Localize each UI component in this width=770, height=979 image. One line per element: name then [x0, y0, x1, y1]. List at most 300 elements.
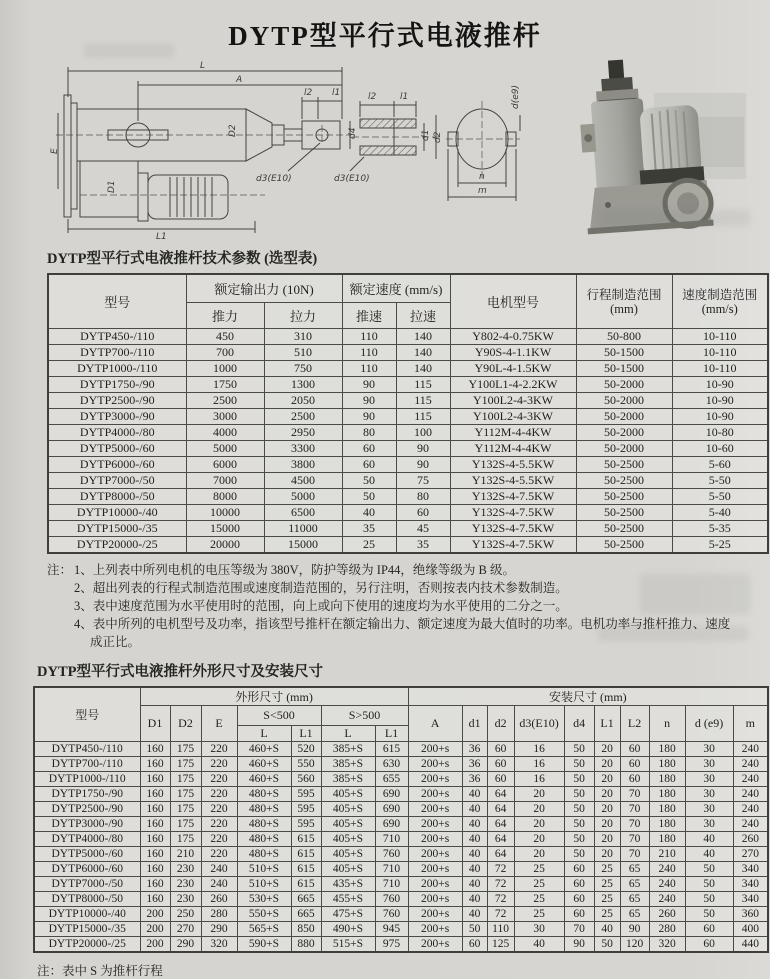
col-header-L1-lt: L1: [291, 726, 321, 742]
value-cell: 200: [140, 907, 170, 922]
value-cell: 40: [462, 847, 487, 862]
table-row: [48, 329, 768, 345]
value-cell: 690: [375, 787, 408, 802]
col-header-force-group: 额定输出力 (10N): [186, 274, 342, 303]
value-cell: 160: [140, 742, 170, 757]
value-cell: 40: [514, 937, 564, 953]
table-row: [34, 757, 768, 772]
value-cell: 5-25: [672, 537, 768, 554]
value-cell: 64: [487, 787, 514, 802]
value-cell: 515+S: [321, 937, 375, 953]
value-cell: 50: [462, 922, 487, 937]
table-row: [48, 489, 768, 505]
value-cell: 565+S: [237, 922, 291, 937]
value-cell: 405+S: [321, 802, 375, 817]
dim-label-l2: l2: [304, 88, 313, 98]
value-cell: 475+S: [321, 907, 375, 922]
value-cell: 200+s: [408, 922, 462, 937]
value-cell: 760: [375, 907, 408, 922]
value-cell: 690: [375, 802, 408, 817]
value-cell: 10-90: [672, 409, 768, 425]
value-cell: 50: [564, 742, 594, 757]
dim-label-de9: d(e9): [511, 85, 521, 109]
spec-table-body: [48, 329, 768, 554]
value-cell: 220: [201, 832, 237, 847]
dim-label-L: L: [200, 61, 206, 71]
value-cell: 36: [462, 742, 487, 757]
value-cell: 630: [375, 757, 408, 772]
value-cell: 160: [140, 817, 170, 832]
value-cell: 90: [342, 377, 396, 393]
value-cell: 115: [396, 393, 450, 409]
value-cell: 35: [342, 521, 396, 537]
value-cell: 8000: [186, 489, 264, 505]
value-cell: 450: [186, 329, 264, 345]
model-cell: DYTP1750-/90: [48, 377, 186, 393]
value-cell: 460+S: [237, 757, 291, 772]
table-row: [34, 877, 768, 892]
col-header-A: A: [408, 706, 462, 742]
value-cell: 20: [514, 787, 564, 802]
value-cell: 25: [594, 907, 620, 922]
dim-label-d4: d4: [348, 127, 358, 139]
model-cell: DYTP10000-/40: [34, 907, 140, 922]
value-cell: 2500: [264, 409, 342, 425]
model-cell: DYTP8000-/50: [34, 892, 140, 907]
value-cell: 40: [462, 862, 487, 877]
value-cell: 50-2000: [576, 377, 672, 393]
model-cell: DYTP3000-/90: [48, 409, 186, 425]
value-cell: 50: [564, 847, 594, 862]
model-cell: DYTP15000-/35: [34, 922, 140, 937]
model-cell: DYTP1000-/110: [34, 772, 140, 787]
value-cell: 11000: [264, 521, 342, 537]
value-cell: 20: [594, 847, 620, 862]
value-cell: 480+S: [237, 802, 291, 817]
value-cell: 70: [620, 847, 649, 862]
table-row: [34, 892, 768, 907]
value-cell: 160: [140, 772, 170, 787]
value-cell: 10-110: [672, 361, 768, 377]
value-cell: 510+S: [237, 877, 291, 892]
table-row: [48, 409, 768, 425]
value-cell: 4500: [264, 473, 342, 489]
col-header-L-gt: L: [321, 726, 375, 742]
value-cell: 440: [733, 937, 768, 953]
value-cell: 10-90: [672, 393, 768, 409]
value-cell: 50-2500: [576, 489, 672, 505]
value-cell: 65: [620, 907, 649, 922]
model-cell: DYTP700-/110: [48, 345, 186, 361]
value-cell: 5-35: [672, 521, 768, 537]
dim-label-E: E: [50, 148, 60, 154]
col-header-n: n: [649, 706, 685, 742]
model-cell: DYTP2500-/90: [34, 802, 140, 817]
value-cell: 480+S: [237, 832, 291, 847]
col-header-stroke-range: [576, 274, 672, 329]
value-cell: 90: [620, 922, 649, 937]
value-cell: 36: [462, 757, 487, 772]
value-cell: 60: [396, 505, 450, 521]
table-row: [48, 441, 768, 457]
col-header-L2-install: L2: [620, 706, 649, 742]
value-cell: 65: [620, 862, 649, 877]
value-cell: 400: [733, 922, 768, 937]
value-cell: 220: [201, 802, 237, 817]
table-row: [48, 377, 768, 393]
value-cell: 560: [291, 772, 321, 787]
value-cell: Y802-4-0.75KW: [450, 329, 576, 345]
value-cell: 480+S: [237, 847, 291, 862]
value-cell: 5-50: [672, 489, 768, 505]
value-cell: 40: [594, 922, 620, 937]
value-cell: 240: [201, 877, 237, 892]
value-cell: 30: [685, 772, 733, 787]
value-cell: 40: [462, 787, 487, 802]
value-cell: 70: [620, 802, 649, 817]
notes-label: 注：: [47, 563, 73, 577]
col-header-model2: 型号: [34, 687, 140, 742]
value-cell: Y132S-4-7.5KW: [450, 537, 576, 554]
value-cell: 45: [396, 521, 450, 537]
model-cell: DYTP450-/110: [48, 329, 186, 345]
table-row: [34, 817, 768, 832]
value-cell: 665: [291, 907, 321, 922]
value-cell: 615: [291, 847, 321, 862]
value-cell: 700: [186, 345, 264, 361]
value-cell: 50-2500: [576, 505, 672, 521]
value-cell: 200+s: [408, 742, 462, 757]
model-cell: DYTP6000-/60: [48, 457, 186, 473]
value-cell: 550+S: [237, 907, 291, 922]
table-row: [34, 862, 768, 877]
value-cell: 175: [170, 772, 201, 787]
col-header-install-group: 安装尺寸 (mm): [408, 687, 768, 706]
value-cell: 240: [733, 802, 768, 817]
value-cell: 435+S: [321, 877, 375, 892]
value-cell: 110: [487, 922, 514, 937]
value-cell: 50: [685, 907, 733, 922]
value-cell: 30: [685, 742, 733, 757]
value-cell: 200+s: [408, 787, 462, 802]
value-cell: 110: [342, 361, 396, 377]
value-cell: 690: [375, 817, 408, 832]
value-cell: 210: [649, 847, 685, 862]
value-cell: 50: [685, 877, 733, 892]
value-cell: 2050: [264, 393, 342, 409]
col-header-push-speed: 推速: [342, 303, 396, 329]
value-cell: 50-2500: [576, 473, 672, 489]
value-cell: 260: [733, 832, 768, 847]
value-cell: 880: [291, 937, 321, 953]
value-cell: 10-60: [672, 441, 768, 457]
section1-title: DYTP型平行式电液推杆技术参数 (选型表): [47, 251, 318, 267]
value-cell: 230: [170, 877, 201, 892]
value-cell: 180: [649, 802, 685, 817]
value-cell: 5000: [264, 489, 342, 505]
value-cell: 220: [201, 772, 237, 787]
value-cell: 20: [514, 847, 564, 862]
value-cell: 72: [487, 892, 514, 907]
value-cell: 50-2000: [576, 425, 672, 441]
value-cell: 200+s: [408, 772, 462, 787]
value-cell: 220: [201, 787, 237, 802]
value-cell: 50: [685, 892, 733, 907]
col-header-model: 型号: [48, 274, 186, 329]
value-cell: 310: [264, 329, 342, 345]
model-cell: DYTP5000-/60: [48, 441, 186, 457]
value-cell: 200: [140, 937, 170, 953]
value-cell: 60: [342, 441, 396, 457]
value-cell: 230: [170, 892, 201, 907]
value-cell: 6000: [186, 457, 264, 473]
value-cell: 260: [649, 907, 685, 922]
value-cell: 20: [594, 772, 620, 787]
value-cell: Y100L2-4-3KW: [450, 393, 576, 409]
table-row: [34, 907, 768, 922]
value-cell: 30: [685, 787, 733, 802]
value-cell: 175: [170, 817, 201, 832]
col-header-L-lt: L: [237, 726, 291, 742]
value-cell: 490+S: [321, 922, 375, 937]
dim-label-d3-section: d3(E10): [334, 174, 370, 184]
value-cell: 120: [620, 937, 649, 953]
value-cell: 140: [396, 361, 450, 377]
value-cell: 25: [594, 877, 620, 892]
value-cell: 160: [140, 832, 170, 847]
bleedthrough-artifact: [600, 210, 750, 226]
value-cell: 50-2000: [576, 441, 672, 457]
value-cell: 975: [375, 937, 408, 953]
value-cell: 5-60: [672, 457, 768, 473]
value-cell: 175: [170, 832, 201, 847]
value-cell: 710: [375, 832, 408, 847]
value-cell: 460+S: [237, 772, 291, 787]
value-cell: Y90S-4-1.1KW: [450, 345, 576, 361]
value-cell: 480+S: [237, 787, 291, 802]
col-header-d1: d1: [462, 706, 487, 742]
value-cell: 25: [594, 862, 620, 877]
value-cell: 60: [564, 862, 594, 877]
value-cell: 260: [201, 892, 237, 907]
value-cell: 60: [342, 457, 396, 473]
model-cell: DYTP450-/110: [34, 742, 140, 757]
model-cell: DYTP7000-/50: [48, 473, 186, 489]
value-cell: 175: [170, 742, 201, 757]
col-header-d3: d3(E10): [514, 706, 564, 742]
value-cell: 230: [170, 862, 201, 877]
note-line: 1、上列表中所列电机的电压等级为 380V，防护等级为 IP44，绝缘等级为 B 级。: [74, 563, 515, 577]
value-cell: 405+S: [321, 832, 375, 847]
dimension-table-body: [34, 742, 768, 953]
table-row: [34, 742, 768, 757]
dim-label-A: A: [236, 75, 243, 85]
value-cell: 20: [594, 802, 620, 817]
value-cell: 160: [140, 892, 170, 907]
value-cell: 180: [649, 787, 685, 802]
value-cell: 30: [685, 817, 733, 832]
value-cell: 200: [140, 922, 170, 937]
value-cell: 405+S: [321, 847, 375, 862]
model-cell: DYTP7000-/50: [34, 877, 140, 892]
value-cell: 240: [649, 862, 685, 877]
table-row: [48, 505, 768, 521]
value-cell: 60: [462, 937, 487, 953]
value-cell: 70: [620, 832, 649, 847]
value-cell: 385+S: [321, 742, 375, 757]
value-cell: 240: [733, 757, 768, 772]
value-cell: 60: [487, 757, 514, 772]
col-header-d2: d2: [487, 706, 514, 742]
value-cell: 220: [201, 742, 237, 757]
value-cell: 16: [514, 742, 564, 757]
value-cell: 200+s: [408, 817, 462, 832]
dim-label-l1-section: l1: [400, 92, 409, 102]
model-cell: DYTP5000-/60: [34, 847, 140, 862]
table-row: [48, 521, 768, 537]
value-cell: 200+s: [408, 757, 462, 772]
value-cell: 520: [291, 742, 321, 757]
value-cell: 750: [264, 361, 342, 377]
value-cell: 5000: [186, 441, 264, 457]
value-cell: 240: [733, 787, 768, 802]
value-cell: 240: [201, 862, 237, 877]
value-cell: 2950: [264, 425, 342, 441]
col-header-speed-range: [672, 274, 768, 329]
value-cell: 3300: [264, 441, 342, 457]
value-cell: 40: [462, 907, 487, 922]
value-cell: 125: [487, 937, 514, 953]
value-cell: 16: [514, 757, 564, 772]
value-cell: 405+S: [321, 817, 375, 832]
col-header-outer-group: 外形尺寸 (mm): [140, 687, 408, 706]
model-cell: DYTP10000-/40: [48, 505, 186, 521]
value-cell: 280: [201, 907, 237, 922]
value-cell: 240: [733, 817, 768, 832]
value-cell: 40: [462, 892, 487, 907]
dim-label-l1: l1: [332, 88, 341, 98]
value-cell: 40: [462, 817, 487, 832]
model-cell: DYTP20000-/25: [34, 937, 140, 953]
value-cell: 200+s: [408, 877, 462, 892]
value-cell: 50-800: [576, 329, 672, 345]
value-cell: 290: [170, 937, 201, 953]
value-cell: 64: [487, 847, 514, 862]
section2-title: DYTP型平行式电液推杆外形尺寸及安装尺寸: [37, 664, 323, 680]
value-cell: 530+S: [237, 892, 291, 907]
value-cell: 50: [564, 817, 594, 832]
dim-label-D1: D1: [107, 180, 117, 193]
col-header-D1: D1: [140, 706, 170, 742]
value-cell: 30: [514, 922, 564, 937]
value-cell: 40: [462, 802, 487, 817]
value-cell: 40: [685, 832, 733, 847]
value-cell: 50-2500: [576, 521, 672, 537]
value-cell: 50-1500: [576, 345, 672, 361]
value-cell: 40: [685, 847, 733, 862]
value-cell: 50: [564, 772, 594, 787]
model-cell: DYTP8000-/50: [48, 489, 186, 505]
dim-label-L1: L1: [156, 232, 167, 241]
value-cell: 70: [620, 787, 649, 802]
value-cell: 240: [649, 877, 685, 892]
value-cell: 6500: [264, 505, 342, 521]
value-cell: 72: [487, 907, 514, 922]
value-cell: 25: [514, 907, 564, 922]
value-cell: 615: [291, 877, 321, 892]
value-cell: 280: [649, 922, 685, 937]
value-cell: Y100L2-4-3KW: [450, 409, 576, 425]
value-cell: 270: [170, 922, 201, 937]
value-cell: 320: [201, 937, 237, 953]
value-cell: 945: [375, 922, 408, 937]
value-cell: 10000: [186, 505, 264, 521]
col-header-E: E: [201, 706, 237, 742]
notes-block: [47, 561, 737, 651]
value-cell: 50-2000: [576, 393, 672, 409]
value-cell: 25: [594, 892, 620, 907]
table-row: [48, 473, 768, 489]
value-cell: 510: [264, 345, 342, 361]
dim-label-d1-section: d1: [421, 129, 431, 141]
value-cell: 30: [685, 757, 733, 772]
model-cell: DYTP20000-/25: [48, 537, 186, 554]
value-cell: 50: [564, 787, 594, 802]
value-cell: 80: [342, 425, 396, 441]
value-cell: 615: [375, 742, 408, 757]
value-cell: 175: [170, 757, 201, 772]
value-cell: 20: [514, 817, 564, 832]
value-cell: 65: [620, 892, 649, 907]
value-cell: 180: [649, 772, 685, 787]
value-cell: 35: [396, 537, 450, 554]
value-cell: 40: [342, 505, 396, 521]
value-cell: 50: [594, 937, 620, 953]
table-row: [34, 802, 768, 817]
value-cell: 20: [514, 802, 564, 817]
value-cell: 405+S: [321, 862, 375, 877]
value-cell: 80: [396, 489, 450, 505]
value-cell: 590+S: [237, 937, 291, 953]
value-cell: 180: [649, 832, 685, 847]
value-cell: 3800: [264, 457, 342, 473]
value-cell: Y112M-4-4KW: [450, 425, 576, 441]
value-cell: 405+S: [321, 787, 375, 802]
value-cell: 595: [291, 817, 321, 832]
value-cell: 20: [594, 742, 620, 757]
value-cell: 50-2500: [576, 457, 672, 473]
value-cell: 140: [396, 329, 450, 345]
value-cell: 25: [514, 892, 564, 907]
value-cell: 25: [514, 877, 564, 892]
value-cell: 36: [462, 772, 487, 787]
value-cell: 210: [170, 847, 201, 862]
value-cell: 60: [620, 757, 649, 772]
value-cell: 200+s: [408, 937, 462, 953]
value-cell: 250: [170, 907, 201, 922]
value-cell: 25: [514, 862, 564, 877]
value-cell: 70: [564, 922, 594, 937]
value-cell: 340: [733, 877, 768, 892]
stroke-range-line2: (mm): [610, 301, 638, 316]
value-cell: 595: [291, 787, 321, 802]
dim-label-n: n: [479, 172, 485, 182]
table-row: [48, 457, 768, 473]
model-cell: DYTP1750-/90: [34, 787, 140, 802]
value-cell: 50: [564, 802, 594, 817]
value-cell: 180: [649, 757, 685, 772]
value-cell: 175: [170, 802, 201, 817]
